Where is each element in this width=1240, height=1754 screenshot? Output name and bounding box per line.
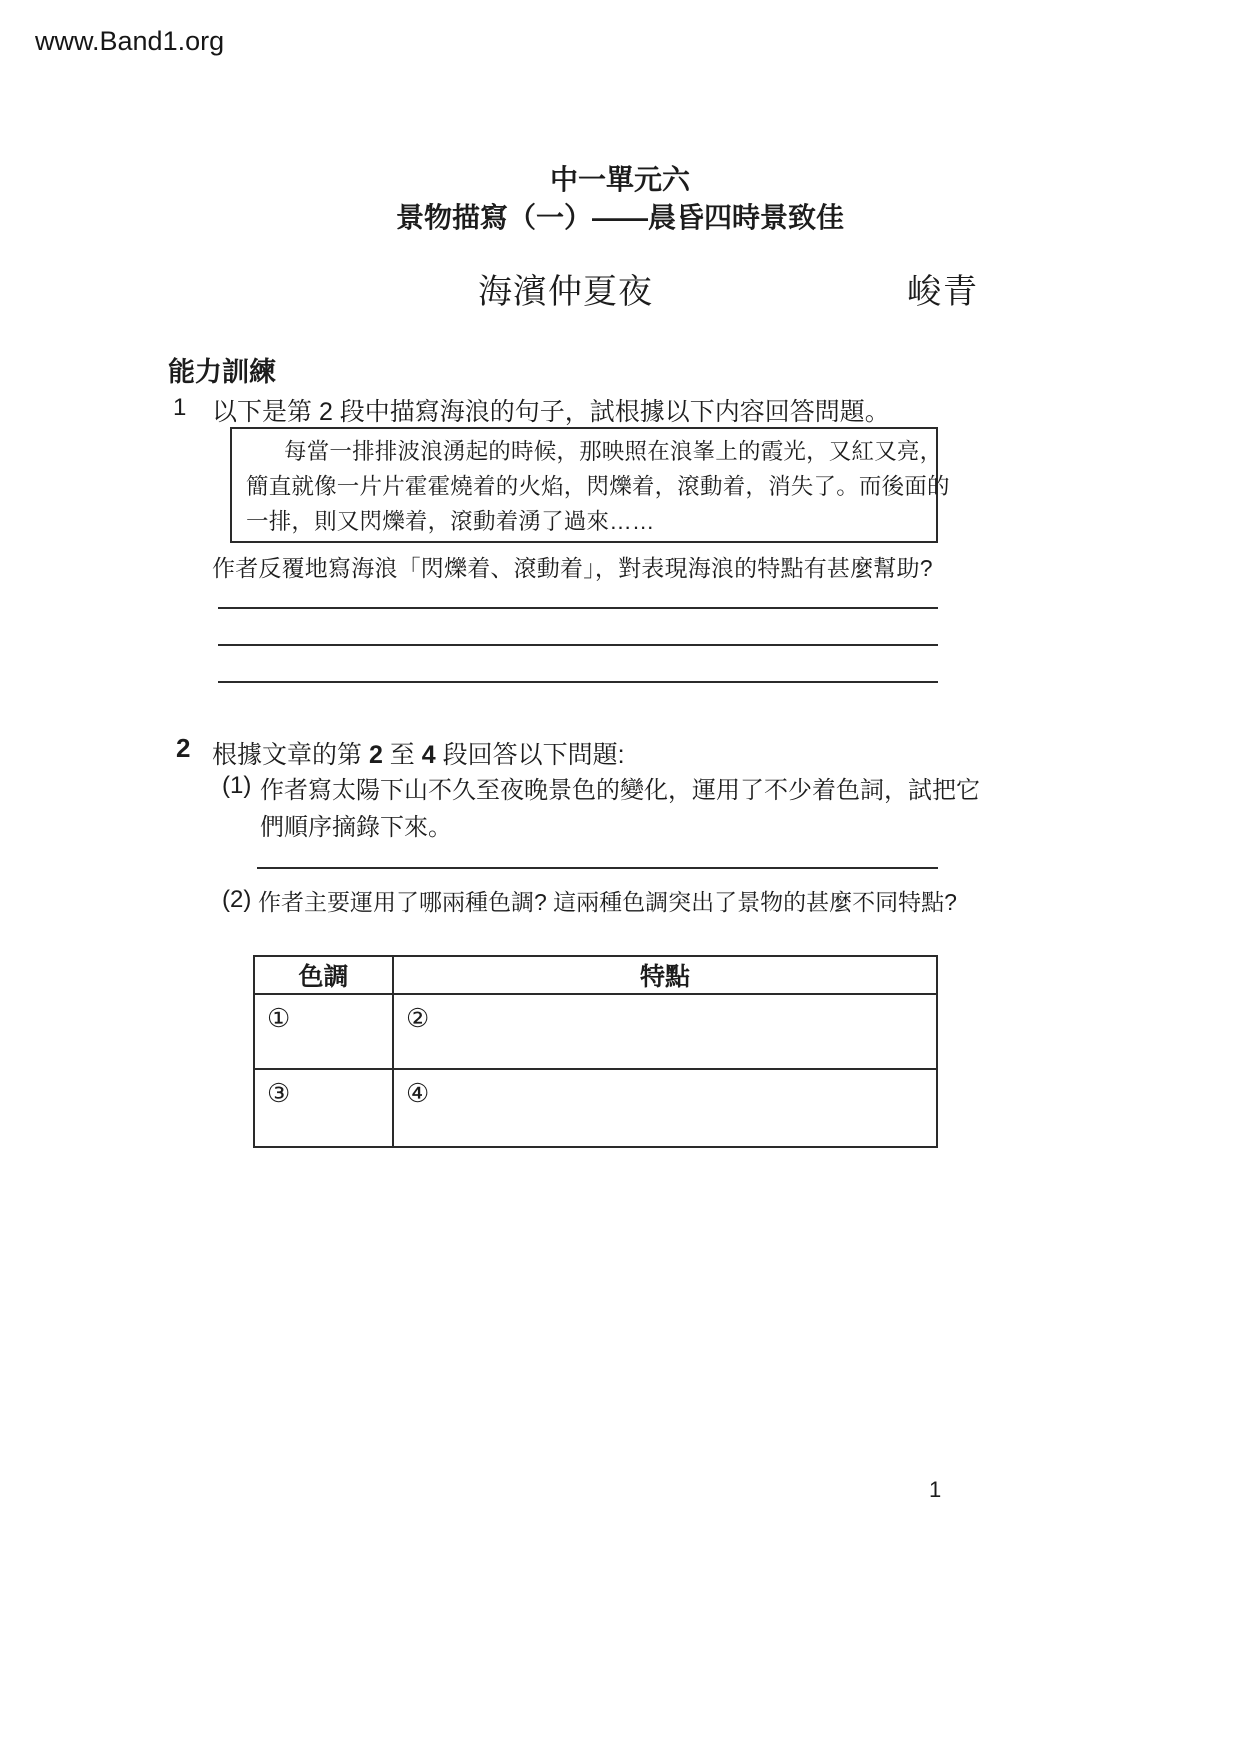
quote-line: 一排，則又閃爍着，滾動着湧了過來……	[246, 509, 655, 534]
question2-number: 2	[176, 733, 191, 763]
table-header-feature: 特點	[393, 956, 937, 994]
quote-line: 簡直就像一片片霍霍燒着的火焰，閃爍着，滾動着，消失了。而後面的	[246, 474, 950, 499]
table-cell-1: ①	[254, 994, 393, 1069]
prompt-text: 至	[382, 741, 422, 769]
table-header-row	[254, 956, 937, 994]
answer-ruled-line	[218, 644, 938, 646]
subquestion1-text: 們順序摘錄下來。	[260, 814, 452, 841]
article-author: 峻青	[907, 273, 979, 311]
answer-ruled-line	[218, 681, 938, 683]
answer-ruled-line	[257, 867, 938, 869]
unit-title: 中一單元六	[549, 164, 690, 195]
table-row	[254, 994, 937, 1069]
table-cell-2: ②	[393, 994, 937, 1069]
unit-subtitle: 景物描寫（一）——晨昏四時景致佳	[395, 202, 844, 233]
table-header-tone: 色調	[254, 956, 393, 994]
tone-feature-table	[253, 955, 938, 1148]
prompt-digit: 4	[421, 741, 436, 769]
subquestion2-text: 作者主要運用了哪兩種色調? 這兩種色調突出了景物的甚麼不同特點?	[258, 889, 957, 915]
subquestion2-label: (2)	[222, 886, 252, 913]
site-watermark: www.Band1.org	[35, 26, 225, 56]
subquestion1-text: 作者寫太陽下山不久至夜晚景色的變化，運用了不少着色詞，試把它	[260, 777, 980, 804]
subquestion1-label: (1)	[222, 772, 252, 799]
question1-text: 作者反覆地寫海浪「閃爍着、滾動着」，對表現海浪的特點有甚麼幫助?	[212, 555, 933, 581]
answer-ruled-line	[218, 607, 938, 609]
prompt-text: 根據文章的第	[212, 741, 369, 769]
table-cell-4: ④	[393, 1069, 937, 1147]
table-cell-3: ③	[254, 1069, 393, 1147]
question1-number: 1	[173, 394, 187, 421]
table-row	[254, 1069, 937, 1147]
quote-box	[230, 427, 950, 543]
prompt-text: 段回答以下問題:	[435, 741, 625, 769]
question1-prompt: 以下是第 2 段中描寫海浪的句子，試根據以下内容回答問題。	[212, 398, 890, 426]
article-title: 海濱仲夏夜	[478, 273, 653, 311]
page-number: 1	[929, 1477, 942, 1502]
question2-prompt	[212, 735, 625, 771]
quote-line: 每當一排排波浪湧起的時候，那映照在浪峯上的霞光，又紅又亮，	[284, 439, 943, 464]
prompt-digit: 2	[368, 741, 383, 769]
section-heading: 能力訓練	[168, 357, 276, 387]
